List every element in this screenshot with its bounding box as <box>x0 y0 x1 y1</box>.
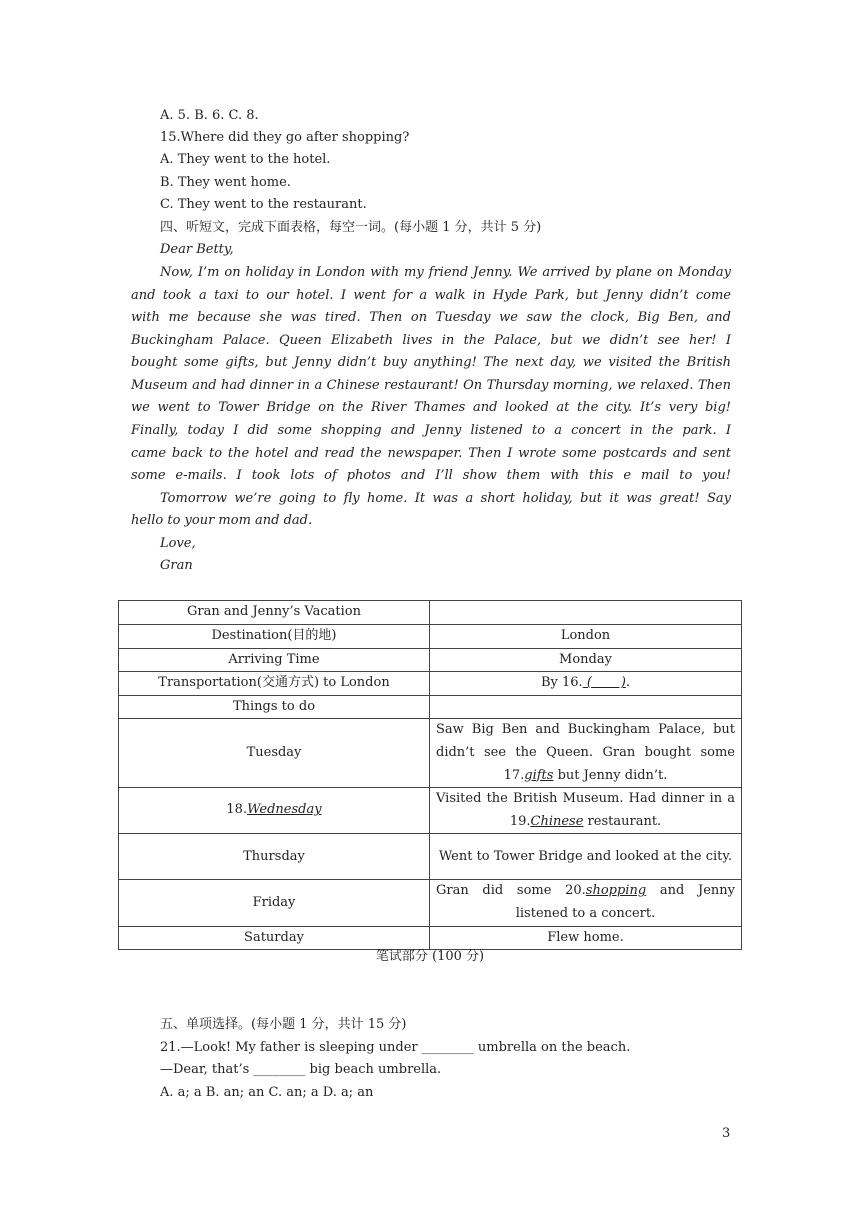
table-row <box>119 625 742 649</box>
letter-line: Tomorrow we’re going to fly home. It was a short holiday, but it was great! Say <box>160 491 731 506</box>
table-row <box>119 788 742 834</box>
thursday-text: Went to Tower Bridge and looked at the city. <box>430 834 742 880</box>
tuesday-text-end: but Jenny didn’t. <box>553 767 668 783</box>
friday-label: Friday <box>119 880 430 926</box>
letter-signature: Gran <box>160 558 193 573</box>
letter-line: came back to the hotel and read the newspaper. Then I wrote some postcards and sent <box>131 446 731 461</box>
transport-label: Transportation(交通方式) to London <box>119 672 430 696</box>
q15-option-a: A. They went to the hotel. <box>160 152 331 167</box>
thursday-label: Thursday <box>119 834 430 880</box>
table-row <box>119 834 742 880</box>
saturday-text: Flew home. <box>430 926 742 950</box>
tuesday-answer: gifts <box>524 767 554 783</box>
table-cell <box>430 601 742 625</box>
section5-heading: 五、单项选择。(每小题 1 分，共计 15 分) <box>160 1017 407 1032</box>
table-row <box>119 672 742 696</box>
q21-options: A. a; a B. an; an C. an; a D. a; an <box>160 1085 374 1100</box>
saturday-label: Saturday <box>119 926 430 950</box>
page-number: 3 <box>722 1126 731 1141</box>
arriving-label: Arriving Time <box>119 648 430 672</box>
letter-line: Now, I’m on holiday in London with my friend Jenny. We arrived by plane on Monday <box>160 265 731 280</box>
wednesday-text: Visited the British Museum. Had dinner in a 19. <box>436 791 735 829</box>
table-row <box>119 601 742 625</box>
letter-line: bought some gifts, but Jenny didn’t buy anything! The next day, we visited the British <box>131 355 731 370</box>
destination-value: London <box>430 625 742 649</box>
friday-answer: shopping <box>585 883 647 899</box>
wednesday-prefix: 18. <box>226 802 248 818</box>
wednesday-text-end: restaurant. <box>583 813 662 829</box>
wednesday-answer: Wednesday <box>247 802 322 818</box>
letter-line: we went to Tower Bridge on the River Thames and looked at the city. It’s very big! <box>131 400 731 415</box>
friday-text: Gran did some 20. <box>436 883 586 899</box>
table-row <box>119 648 742 672</box>
letter-closing: Love, <box>160 536 196 551</box>
letter-line: and took a taxi to our hotel. I went for a walk in Hyde Park, but Jenny didn’t come <box>131 288 731 303</box>
letter-line: some e-mails. I took lots of photos and I’ll show them with this e mail to you! <box>131 468 731 483</box>
friday-text-end: and Jenny listened to a concert. <box>515 883 735 921</box>
q15-option-c: C. They went to the restaurant. <box>160 197 367 212</box>
things-label: Things to do <box>119 695 430 719</box>
q21-line-2: —Dear, that’s ________ big beach umbrella. <box>160 1062 442 1077</box>
friday-cell <box>430 880 742 926</box>
table-row <box>119 880 742 926</box>
wednesday-activity <box>430 788 742 834</box>
transport-prefix: By 16. <box>540 675 583 691</box>
transport-value <box>430 672 742 696</box>
tuesday-cell <box>430 719 742 788</box>
letter-greeting: Dear Betty, <box>160 242 234 257</box>
q15-option-b: B. They went home. <box>160 175 291 190</box>
letter-line: Buckingham Palace. Queen Elizabeth lives in the Palace, but we didn’t see her! I <box>131 333 731 348</box>
tuesday-text: Saw Big Ben and Buckingham Palace, but didn’t see the Queen. Gran bought some 17. <box>436 722 735 783</box>
transport-blank: ( ) <box>582 675 626 691</box>
vacation-table <box>118 600 742 950</box>
q15-question: 15.Where did they go after shopping? <box>160 130 410 145</box>
letter-line: Finally, today I did some shopping and Jenny listened to a concert in the park. I <box>131 423 731 438</box>
section4-heading: 四、听短文，完成下面表格，每空一词。(每小题 1 分，共计 5 分) <box>160 220 542 235</box>
wednesday-cell <box>119 788 430 834</box>
letter-line: hello to your mom and dad. <box>131 513 313 528</box>
letter-line: with me because she was tired. Then on Tuesday we saw the clock, Big Ben, and <box>131 310 731 325</box>
tuesday-label: Tuesday <box>119 719 430 788</box>
q14-options: A. 5. B. 6. C. 8. <box>160 108 259 123</box>
written-part-heading: 笔试部分 (100 分) <box>375 949 485 964</box>
table-row <box>119 719 742 788</box>
destination-label: Destination(目的地) <box>119 625 430 649</box>
q21-line-1: 21.—Look! My father is sleeping under ________ umbrella on the beach. <box>160 1040 631 1055</box>
wednesday-answer-2: Chinese <box>530 813 584 829</box>
table-cell <box>430 695 742 719</box>
table-row <box>119 695 742 719</box>
arriving-value: Monday <box>430 648 742 672</box>
transport-suffix: . <box>625 675 631 691</box>
letter-line: Museum and had dinner in a Chinese restaurant! On Thursday morning, we relaxed. Then <box>131 378 731 393</box>
table-title: Gran and Jenny’s Vacation <box>119 601 430 625</box>
